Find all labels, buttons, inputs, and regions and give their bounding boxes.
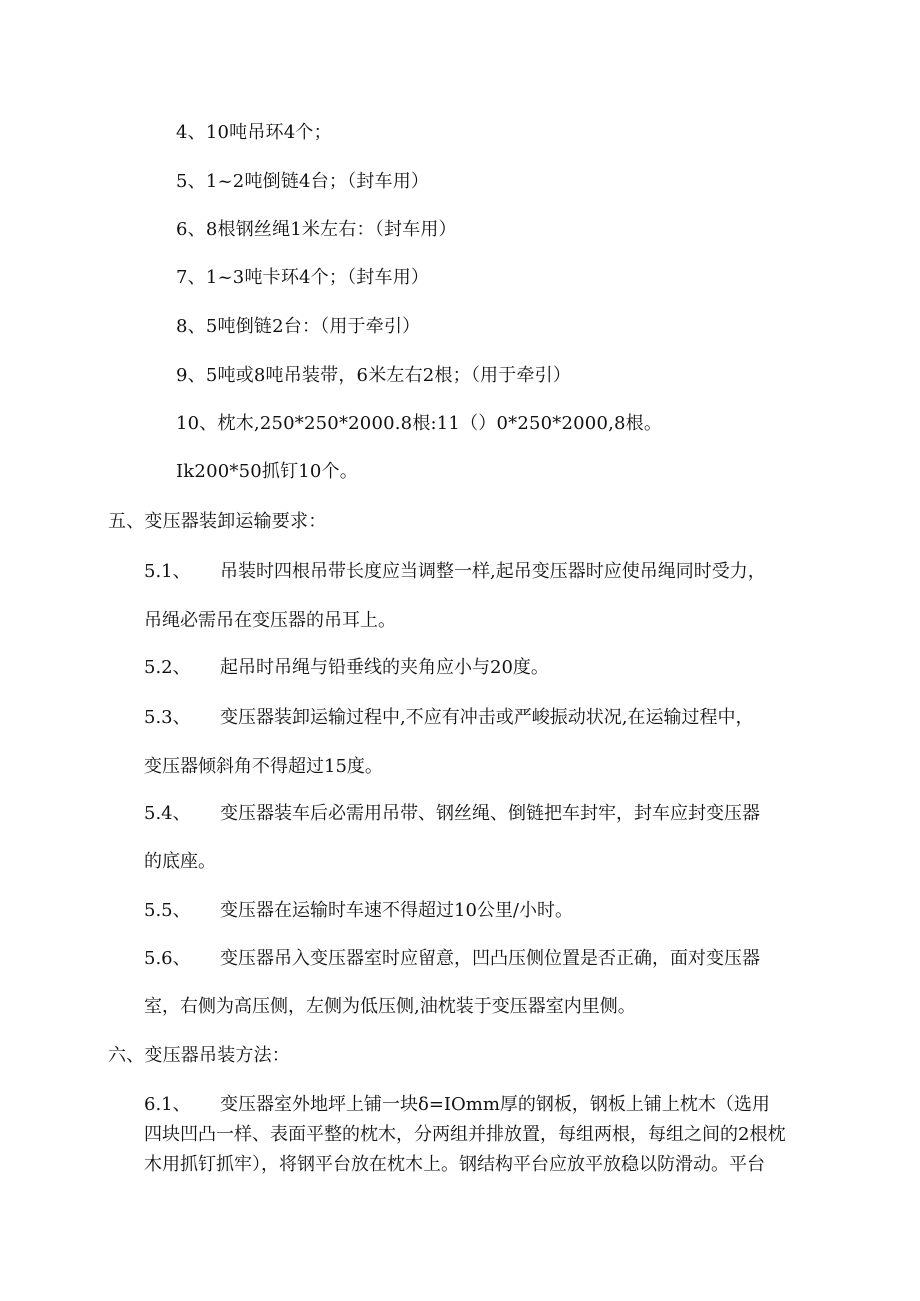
clause-5-6-continued: 室，右侧为高压侧，左侧为低压侧,油枕装于变压器室内里侧。 bbox=[144, 996, 636, 1017]
clause-5-3-continued: 变压器倾斜角不得超过15度。 bbox=[144, 756, 383, 777]
material-item-9: 9、5吨或8吨吊装带，6米左右2根；（用于牵引） bbox=[176, 365, 572, 386]
clause-5-2-number: 5.2、 bbox=[144, 657, 191, 678]
clause-6-1-text: 变压器室外地坪上铺一块δ=IOmm厚的钢板，钢板上铺上枕木（选用 bbox=[220, 1094, 770, 1115]
clause-6-1-continued-2: 木用抓钉抓牢），将钢平台放在枕木上。钢结构平台应放平放稳以防滑动。平台 bbox=[144, 1154, 765, 1175]
clause-5-4-continued: 的底座。 bbox=[144, 851, 216, 872]
clause-5-4-number: 5.4、 bbox=[144, 803, 191, 824]
clause-5-3-number: 5.3、 bbox=[144, 707, 191, 728]
clause-5-5-number: 5.5、 bbox=[144, 900, 191, 921]
section-5-heading: 五、变压器装卸运输要求： bbox=[108, 511, 327, 532]
clause-5-1-text: 吊装时四根吊带长度应当调整一样,起吊变压器时应使吊绳同时受力， bbox=[220, 561, 766, 582]
section-6-heading: 六、变压器吊装方法： bbox=[108, 1045, 290, 1066]
material-item-10: 10、枕木,250*250*2000.8根:11（）0*250*2000,8根。 bbox=[176, 413, 663, 434]
clause-5-2-text: 起吊时吊绳与铅垂线的夹角应小与20度。 bbox=[220, 657, 549, 678]
clause-6-1-continued-1: 四块凹凸一样、表面平整的枕木，分两组并排放置，每组两根，每组之间的2根枕 bbox=[144, 1124, 786, 1145]
clause-5-4-text: 变压器装车后必需用吊带、钢丝绳、倒链把车封牢，封车应封变压器 bbox=[220, 803, 760, 824]
clause-5-1-continued: 吊绳必需吊在变压器的吊耳上。 bbox=[144, 610, 396, 631]
clause-5-6-text: 变压器吊入变压器室时应留意，凹凸压侧位置是否正确，面对变压器 bbox=[220, 948, 760, 969]
clause-5-1-number: 5.1、 bbox=[144, 561, 191, 582]
material-item-7: 7、1~3吨卡环4个；（封车用） bbox=[176, 267, 430, 288]
clause-6-1-number: 6.1、 bbox=[144, 1094, 191, 1115]
material-item-4: 4、10吨吊环4个； bbox=[176, 122, 332, 143]
material-item-10-continued: Ik200*50抓钉10个。 bbox=[176, 461, 358, 482]
clause-5-6-number: 5.6、 bbox=[144, 948, 191, 969]
material-item-5: 5、1~2吨倒链4台；（封车用） bbox=[176, 171, 430, 192]
clause-5-3-text: 变压器装卸运输过程中,不应有冲击或严峻振动状况,在运输过程中， bbox=[220, 707, 754, 728]
clause-5-5-text: 变压器在运输时车速不得超过10公里/小时。 bbox=[220, 900, 573, 921]
material-item-8: 8、5吨倒链2台：（用于牵引） bbox=[176, 316, 421, 337]
material-item-6: 6、8根钢丝绳1米左右：（封车用） bbox=[176, 219, 457, 240]
